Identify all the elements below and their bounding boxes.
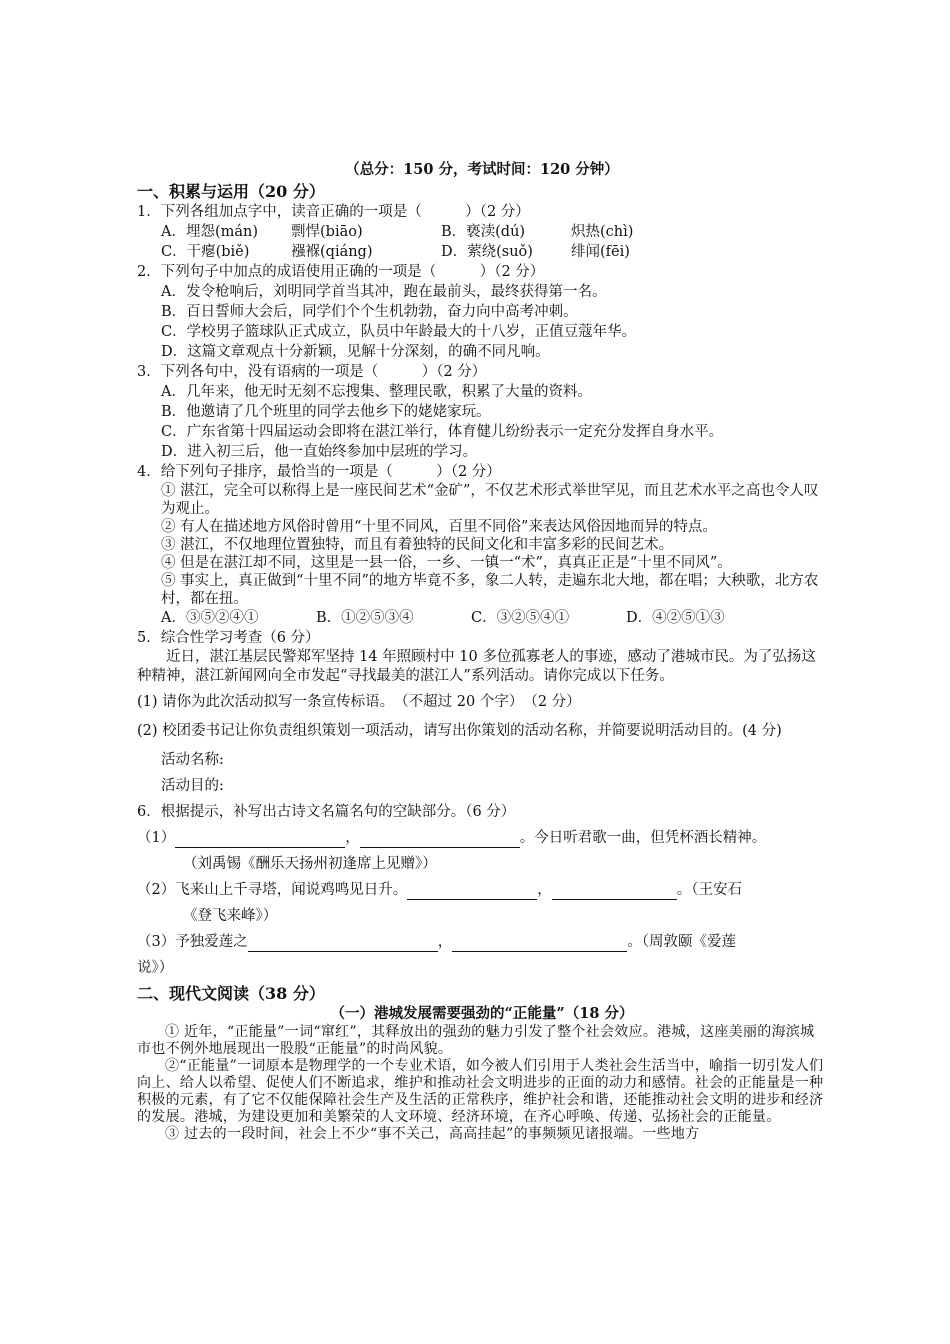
q6-blank-3[interactable] [407, 883, 537, 900]
q6-l2-sep: ， [537, 882, 552, 898]
q2-option-c: C．学校男子篮球队正式成立，队员中年龄最大的十八岁，正值豆蔻年华。 [161, 324, 637, 340]
q4-option-c: C．③②⑤④① [471, 610, 570, 626]
q1-option-b: B．亵渎(dú) [441, 224, 526, 240]
q6-blank-5[interactable] [248, 935, 438, 952]
q1-option-a: A．埋怨(mán) [161, 224, 259, 240]
q5-activity-name-label: 活动名称: [161, 752, 224, 768]
q6-l1-prefix: （1） [137, 830, 176, 846]
q4-options [137, 608, 827, 628]
q6-l1-source: （刘禹锡《酬乐天扬州初逢席上见赠》） [183, 856, 437, 872]
q6-l3-prefix: （3）予独爱莲之 [137, 934, 248, 950]
q4-option-b: B．①②⑤③④ [316, 610, 414, 626]
section1-title: 一、积累与运用（20 分） [137, 182, 325, 201]
reading1-para-3: ③ 过去的一段时间，社会上不少“事不关己，高高挂起”的事频频见诸报端。一些地方 [165, 1126, 700, 1142]
q3-option-d: D．进入初三后，他一直始终参加中层班的学习。 [161, 444, 478, 460]
exam-page [137, 160, 827, 1143]
q6-blank-2[interactable] [360, 831, 520, 848]
reading1-para-1: ① 近年，“正能量”一词“窜红”，其释放出的强劲的魅力引发了整个社会效应。港城，这座美丽的海滨城市也不例外地展现出一股股“正能量”的时尚风貌。 [137, 1024, 815, 1057]
q4-sentence-1: ① 湛江，完全可以称得上是一座民间艺术“金矿”，不仅艺术形式举世罕见，而且艺术水平之高也令人叹为观止。 [161, 483, 819, 517]
q6-l2-source: 《登飞来峰》） [183, 908, 278, 924]
exam-header: （总分：150 分，考试时间：120 分钟） [345, 161, 619, 178]
q3-option-c: C．广东省第十四届运动会即将在湛江举行，体育健儿纷纷表示一定充分发挥自身水平。 [161, 424, 724, 440]
q4-option-d: D．④②⑤①③ [626, 610, 725, 626]
q1-option-b2: 炽热(chì) [571, 224, 634, 240]
q3-stem: 3．下列各句中，没有语病的一项是（ ）（2 分） [137, 364, 487, 380]
q3-option-b: B．他邀请了几个班里的同学去他乡下的姥姥家玩。 [161, 404, 491, 420]
q6-l2-prefix: （2）飞来山上千寻塔，闻说鸡鸣见日升。 [137, 882, 408, 898]
q3-option-a: A．几年来，他无时无刻不忘搜集、整理民歌，积累了大量的资料。 [161, 384, 592, 400]
q6-l1-sep: ， [345, 830, 360, 846]
q1-option-c: C．干瘪(biě) [161, 244, 250, 260]
q5-stem: 5．综合性学习考查（6 分） [137, 630, 320, 646]
reading1-para-2: ②“正能量”一词原本是物理学的一个专业术语，如今被人们引用于人类社会生活当中，喻指一切引发人们向上、给人以希望、促使人们不断追求，维护和推动社会文明进步的正面的动力和感情。社会的正能量是一种积极的元素，有了它不仅能保障社会生产及生活的正常秩序，维护社会和谐，还能推动社会文明的进步和经济的发展。港城，为建设更加和美繁荣的人文环境、经济环境，在齐心呼唤、传递、弘扬社会的正能量。 [137, 1058, 824, 1125]
q4-sentence-3: ③ 湛江，不仅地理位置独特，而且有着独特的民间文化和丰富多彩的民间艺术。 [161, 537, 674, 553]
q5-part2: (2) 校团委书记让你负责组织策划一项活动，请写出你策划的活动名称，并简要说明活动目的。(4 分) [137, 723, 782, 739]
q1-row1 [137, 222, 827, 242]
q2-option-b: B．百日誓师大会后，同学们个个生机勃勃，奋力向中高考冲刺。 [161, 304, 578, 320]
q6-blank-4[interactable] [552, 883, 677, 900]
q6-l3-suffix: 。（周敦颐《爱莲 [627, 934, 736, 950]
q6-line3 [137, 932, 827, 952]
q5-activity-purpose-label: 活动目的: [161, 778, 224, 794]
q1-row2 [137, 242, 827, 262]
q1-option-d2: 绯闻(fēi) [571, 244, 630, 260]
q6-l3-sep: ， [437, 934, 453, 950]
q6-stem: 6．根据提示，补写出古诗文名篇名句的空缺部分。（6 分） [137, 804, 516, 820]
q6-line2 [137, 880, 827, 900]
q1-option-c2: 襁褓(qiáng) [291, 244, 373, 260]
q6-l3-source: 说》） [137, 960, 174, 976]
q6-l1-suffix: 。今日听君歌一曲，但凭杯酒长精神。 [519, 830, 767, 846]
q5-material: 近日，湛江基层民警郑军坚持 14 年照顾村中 10 多位孤寡老人的事迹，感动了港城市民。为了弘扬这种精神，湛江新闻网向全市发起“寻找最美的湛江人”系列活动。请你完成以下任务。 [137, 649, 816, 684]
q6-l2-suffix: 。（王安石 [676, 882, 742, 898]
q2-stem: 2．下列句子中加点的成语使用正确的一项是（ ）（2 分） [137, 264, 545, 280]
q4-option-a: A．③⑤②④① [161, 610, 259, 626]
q6-blank-1[interactable] [175, 831, 345, 848]
section2-title: 二、现代文阅读（38 分） [137, 984, 325, 1003]
q2-option-a: A．发令枪响后，刘明同学首当其冲，跑在最前头，最终获得第一名。 [161, 284, 607, 300]
q6-blank-6[interactable] [452, 935, 627, 952]
q4-sentence-2: ② 有人在描述地方风俗时曾用“十里不同风，百里不同俗”来表达风俗因地而异的特点。 [161, 519, 717, 535]
q4-stem: 4．给下列句子排序，最恰当的一项是（ ）（2 分） [137, 464, 501, 480]
q6-line1 [137, 828, 827, 848]
q5-part1: (1) 请你为此次活动拟写一条宣传标语。 （不超过 20 个字） （2 分） [137, 694, 581, 710]
q4-sentence-5: ⑤ 事实上，真正做到“十里不同”的地方毕竟不多，象二人转，走遍东北大地，都在唱；大秧歌，北方农村，都在扭。 [161, 573, 819, 607]
q1-stem: 1．下列各组加点字中，读音正确的一项是（ ）（2 分） [137, 204, 530, 220]
q2-option-d: D．这篇文章观点十分新颖，见解十分深刻，的确不同凡响。 [161, 344, 550, 360]
q1-option-d: D．萦绕(suǒ) [441, 244, 533, 260]
reading1-title: （一）港城发展需要强劲的“正能量”（18 分） [330, 1005, 634, 1022]
q1-option-a2: 剽悍(biāo) [291, 224, 363, 240]
q4-sentence-4: ④ 但是在湛江却不同，这里是一县一俗，一乡、一镇一“术”，真真正正是“十里不同风”。 [161, 555, 732, 571]
